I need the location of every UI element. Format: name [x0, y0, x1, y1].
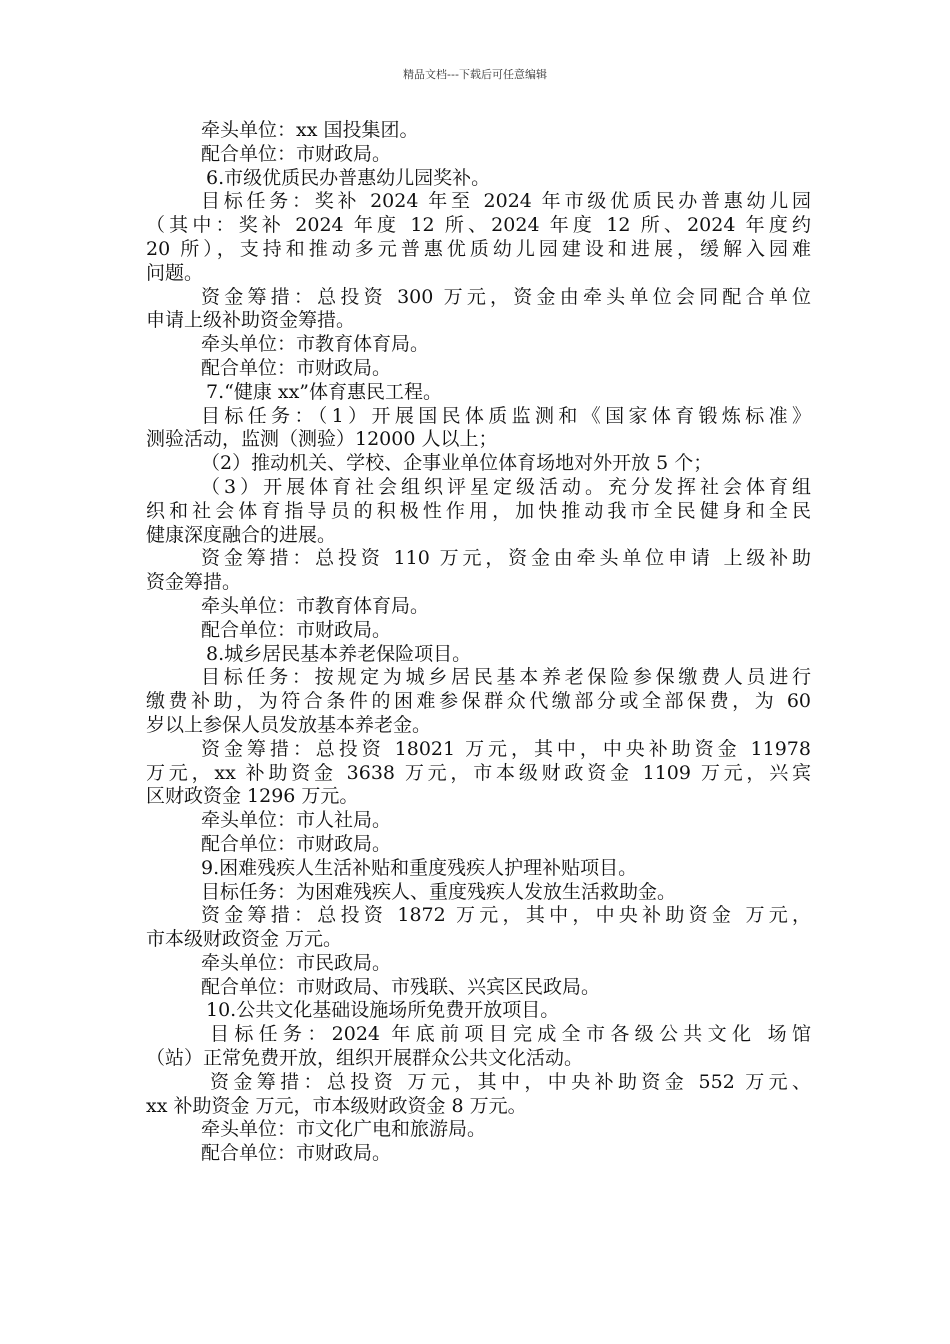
paragraph-line: 配合单位：市财政局。 — [201, 356, 392, 379]
paragraph-line: 7.“健康 xx”体育惠民工程。 — [206, 380, 443, 403]
paragraph-line: 目标任务：为困难残疾人、重度残疾人发放生活救助金。 — [201, 880, 677, 903]
document-body — [146, 119, 811, 1166]
paragraph-line: 测验活动，监测（测验）12000 人以上； — [146, 428, 498, 451]
paragraph-line: 8.城乡居民基本养老保险项目。 — [206, 642, 472, 665]
paragraph-line: 缴费补助，为符合条件的困难参保群众代缴部分或全部保费，为 60 — [146, 690, 811, 713]
paragraph-line: 资金筹措：总投资 1872 万元，其中，中央补助资金 万元， — [201, 904, 811, 927]
paragraph-line: 配合单位：市财政局。 — [201, 832, 392, 855]
paragraph-line: 配合单位：市财政局、市残联、兴宾区民政局。 — [201, 975, 601, 998]
paragraph-line: 健康深度融合的进展。 — [146, 523, 337, 546]
paragraph-line: 区财政资金 1296 万元。 — [146, 785, 359, 808]
paragraph-line: （3）开展体育社会组织评星定级活动。充分发挥社会体育组 — [201, 475, 811, 498]
paragraph-line: 资金筹措。 — [146, 571, 242, 594]
paragraph-line: （其中：奖补 2024 年度 12 所、2024 年度 12 所、2024 年度约 — [146, 214, 811, 237]
paragraph-line: 牵头单位：市教育体育局。 — [201, 594, 430, 617]
paragraph-line: （2）推动机关、学校、企事业单位体育场地对外开放 5 个； — [201, 452, 713, 475]
paragraph-line: 牵头单位：市文化广电和旅游局。 — [201, 1118, 487, 1141]
paragraph-line: 10.公共文化基础设施场所免费开放项目。 — [206, 999, 560, 1022]
paragraph-line: 资金筹措：总投资 18021 万元，其中，中央补助资金 11978 — [201, 737, 811, 760]
paragraph-line: 牵头单位：xx 国投集团。 — [201, 119, 419, 141]
paragraph-line: 配合单位：市财政局。 — [201, 1142, 392, 1165]
paragraph-line: 配合单位：市财政局。 — [201, 618, 392, 641]
paragraph-line: 配合单位：市财政局。 — [201, 142, 392, 165]
paragraph-line: 目标任务：奖补 2024 年至 2024 年市级优质民办普惠幼儿园 — [201, 190, 811, 213]
paragraph-line: 牵头单位：市教育体育局。 — [201, 333, 430, 356]
paragraph-line: 6.市级优质民办普惠幼儿园奖补。 — [206, 166, 491, 189]
paragraph-line: 资金筹措：总投资 110 万元，资金由牵头单位申请 上级补助 — [201, 547, 811, 570]
paragraph-line: 9.困难残疾人生活补贴和重度残疾人护理补贴项目。 — [201, 856, 638, 879]
paragraph-line: 资金筹措：总投资 万元，其中，中央补助资金 552 万元、 — [210, 1070, 811, 1093]
paragraph-line: 目标任务：（1）开展国民体质监测和《国家体育锻炼标准》 — [201, 404, 811, 427]
paragraph-line: 市本级财政资金 万元。 — [146, 928, 343, 951]
paragraph-line: xx 补助资金 万元，市本级财政资金 8 万元。 — [146, 1094, 527, 1117]
paragraph-line: 牵头单位：市人社局。 — [201, 809, 392, 832]
paragraph-line: 目标任务：按规定为城乡居民基本养老保险参保缴费人员进行 — [201, 666, 811, 689]
paragraph-line: 申请上级补助资金筹措。 — [146, 309, 356, 332]
paragraph-line: 目标任务：2024 年底前项目完成全市各级公共文化 场馆 — [210, 1023, 811, 1046]
paragraph-line: 岁以上参保人员发放基本养老金。 — [146, 713, 432, 736]
paragraph-line: 问题。 — [146, 261, 204, 284]
page-header: 精品文档---下载后可任意编辑 — [403, 68, 547, 81]
paragraph-line: 万元，xx 补助资金 3638 万元，市本级财政资金 1109 万元，兴宾 — [146, 761, 811, 784]
paragraph-line: 资金筹措：总投资 300 万元，资金由牵头单位会同配合单位 — [201, 285, 811, 308]
paragraph-line: （站）正常免费开放，组织开展群众公共文化活动。 — [146, 1047, 584, 1070]
paragraph-line: 牵头单位：市民政局。 — [201, 951, 392, 974]
paragraph-line: 织和社会体育指导员的积极性作用，加快推动我市全民健身和全民 — [146, 499, 811, 522]
paragraph-line: 20 所），支持和推动多元普惠优质幼儿园建设和进展，缓解入园难 — [146, 237, 811, 260]
